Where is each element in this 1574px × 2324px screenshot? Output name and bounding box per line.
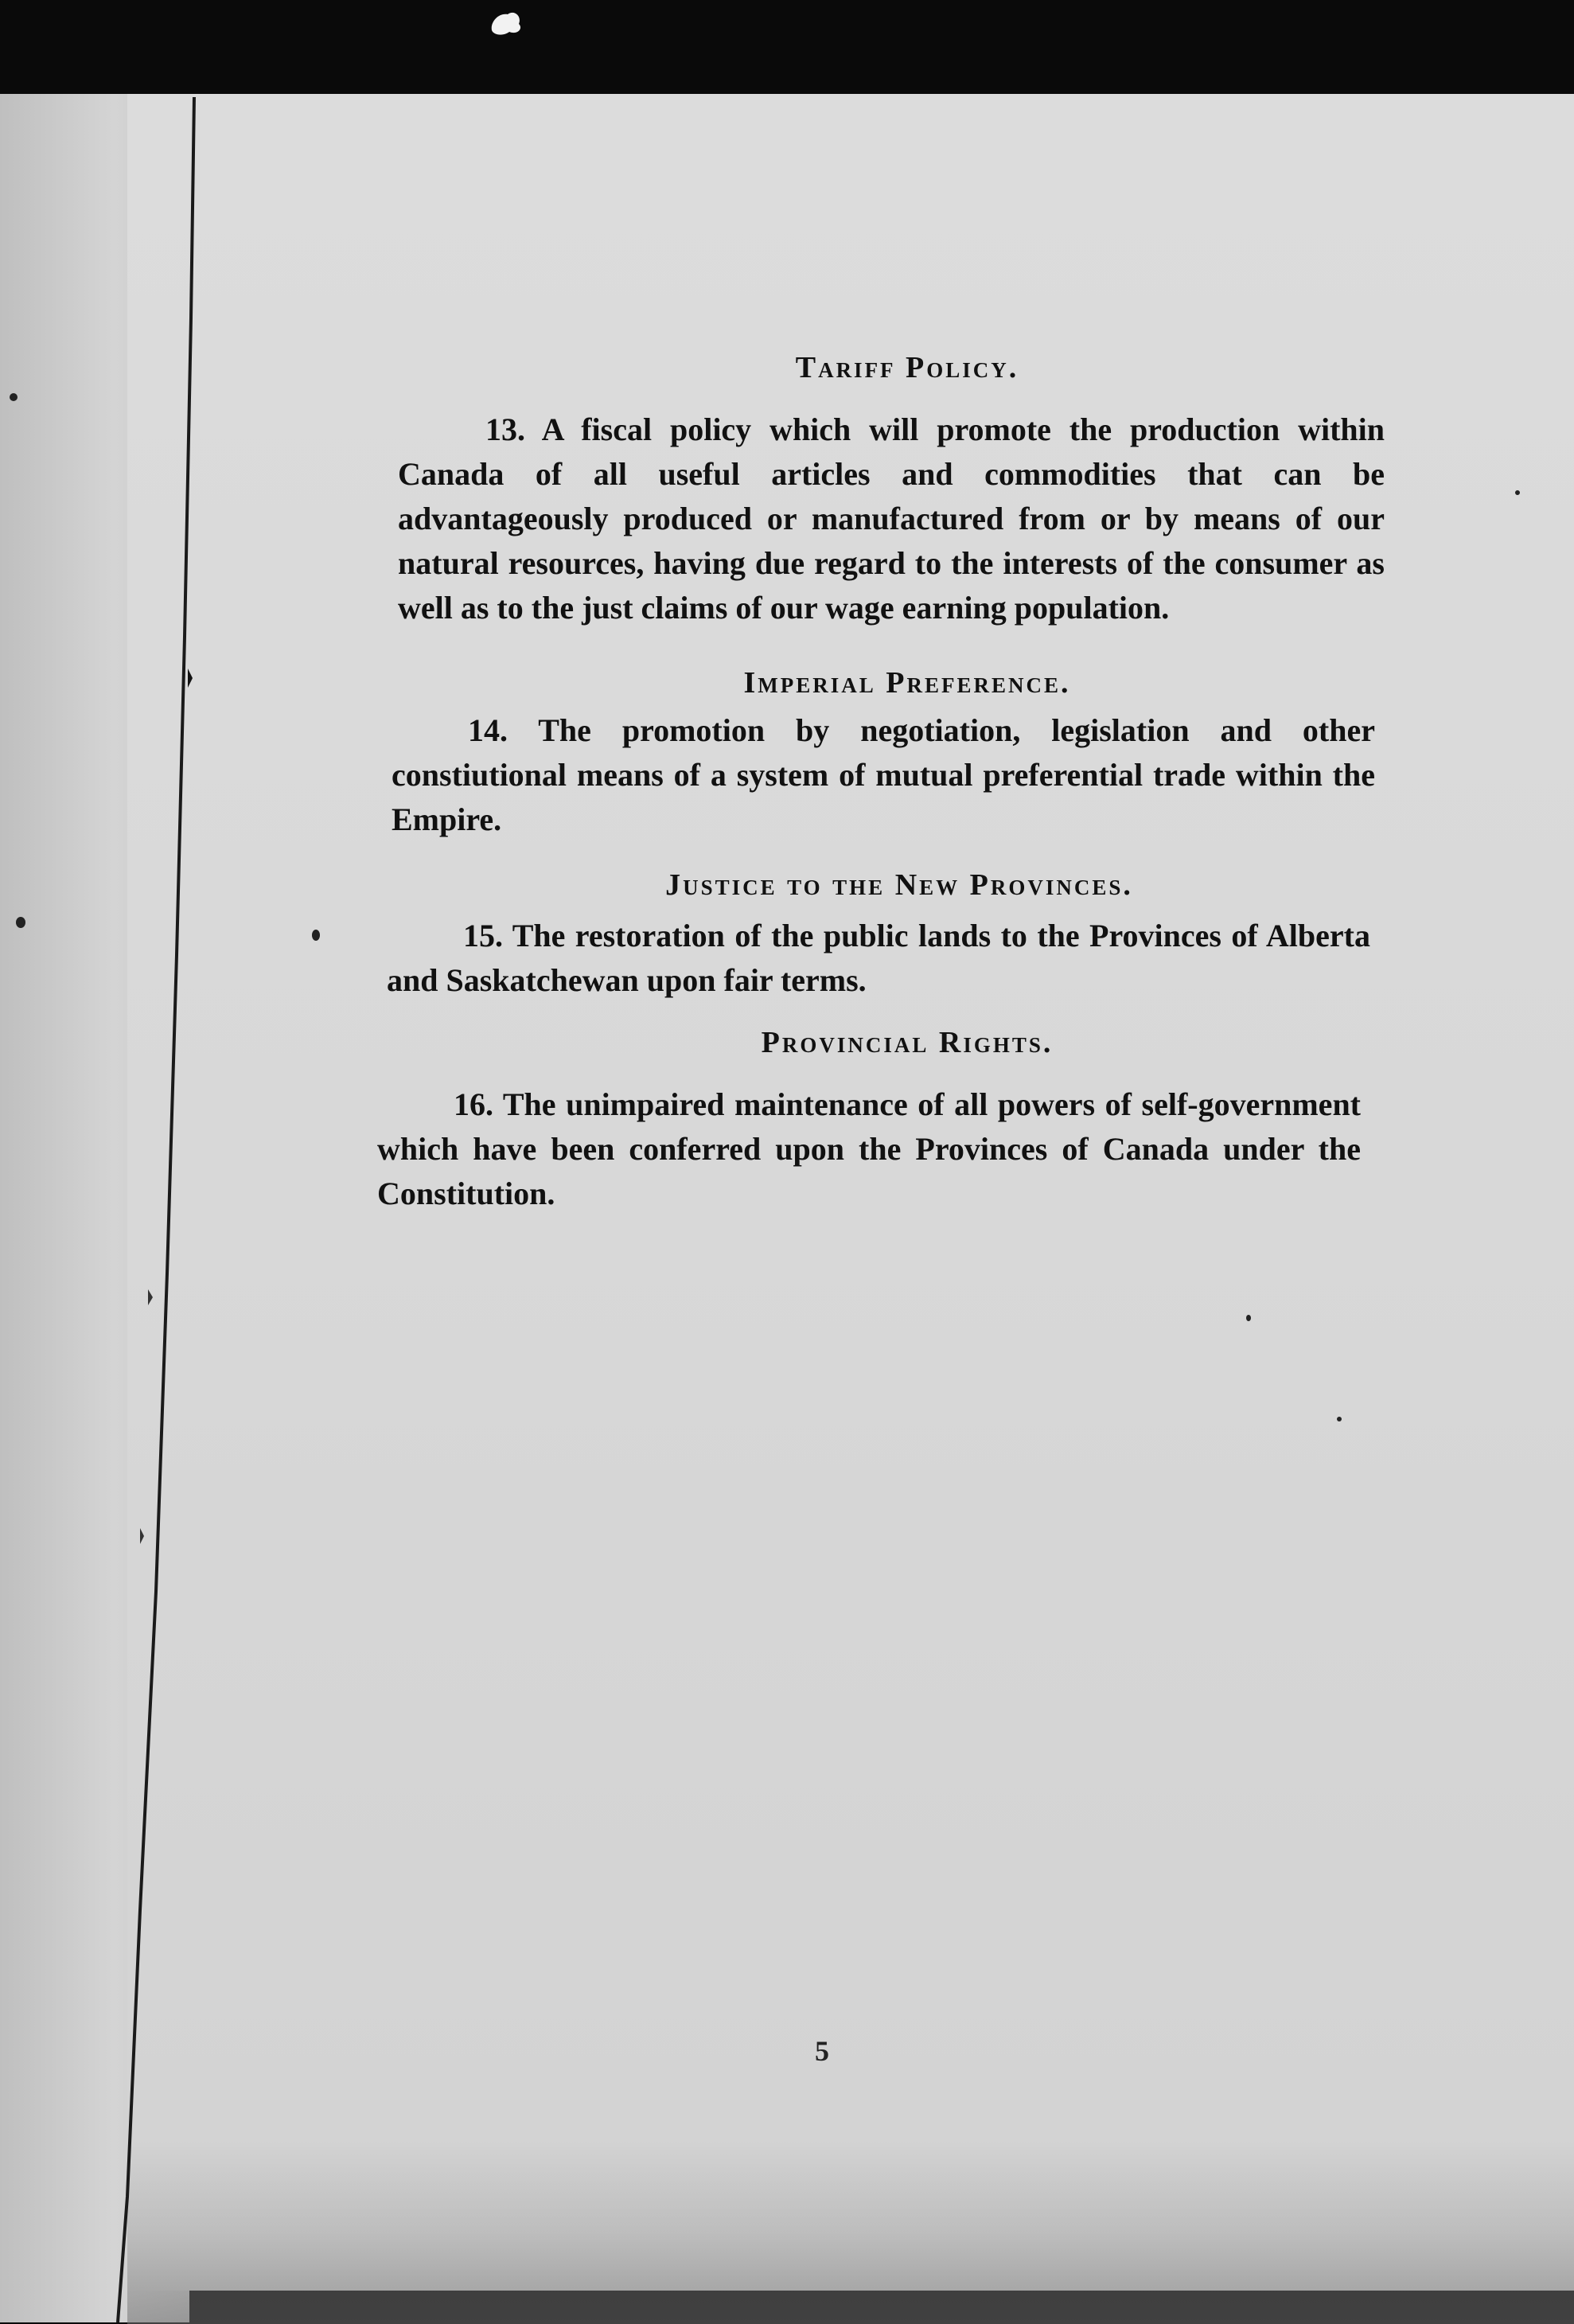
- clause-number: 14.: [468, 712, 508, 748]
- page-number: 5: [815, 2035, 829, 2067]
- section-heading: Tariff Policy.: [795, 351, 1019, 384]
- section-paragraph: [398, 407, 1385, 630]
- ink-blot-mark: [487, 6, 527, 38]
- scan-speck: [1337, 1417, 1342, 1421]
- scan-speck: [16, 917, 25, 928]
- section-heading: Provincial Rights.: [761, 1026, 1054, 1059]
- clause-number: 16.: [454, 1086, 493, 1122]
- clause-number: 15.: [463, 918, 503, 953]
- scan-speck: [1515, 490, 1520, 495]
- section-heading: Imperial Preference.: [743, 666, 1071, 700]
- page-bottom-shadow: [127, 2141, 1574, 2324]
- section-paragraph: [387, 914, 1370, 1003]
- scan-speck: [312, 930, 320, 941]
- scan-speck: [10, 393, 18, 401]
- clause-text: The promotion by negotiation, legislation and other constiutional means of a system of mutual preferential trade within the Empire.: [392, 712, 1375, 837]
- section-heading: Justice to the New Provinces.: [665, 868, 1133, 902]
- section-paragraph: [392, 708, 1375, 842]
- clause-text: The restoration of the public lands to the Provinces of Alberta and Saskatchewan upon fair terms.: [387, 918, 1370, 998]
- clause-text: The unimpaired maintenance of all powers of self-government which have been conferred upon the Provinces of Canada under the Constitution.: [377, 1086, 1362, 1211]
- clause-number: 13.: [485, 411, 525, 447]
- section-paragraph: [377, 1082, 1361, 1216]
- scan-speck: [1246, 1315, 1251, 1321]
- clause-text: A fiscal policy which will promote the production within Canada of all useful articles and commodities that can be advantageously produced or manufactured from or by means of our natural resources, having due regard to the interests of the consumer as well as to the just claims of our wage earning population.: [398, 411, 1385, 626]
